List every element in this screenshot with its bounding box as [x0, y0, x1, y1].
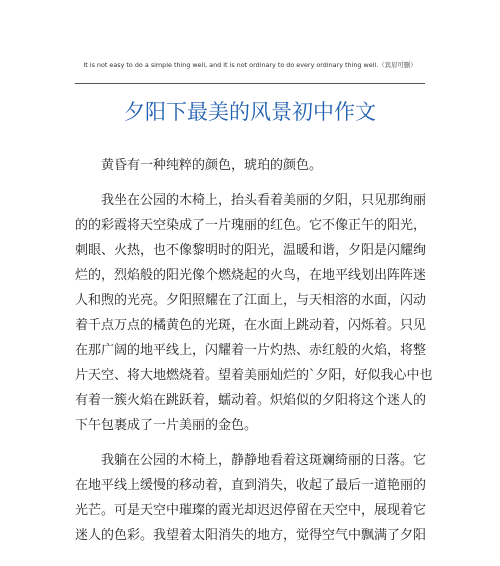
- text-line: 光芒。可是天空中璀璨的霞光却迟迟停留在天空中，展现着它: [75, 503, 427, 518]
- paragraph-3: [75, 448, 427, 548]
- text-line: 片天空、将大地燃烧着。望着美丽灿烂的`夕阳，好似我心中也: [75, 368, 433, 383]
- page-title: 夕阳下最美的风景初中作文: [124, 100, 376, 124]
- header-note: It is not easy to do a simple thing well, and it is not ordinary to do every ordinary thing well.（宾眉可删）: [83, 61, 417, 69]
- text-line: 我坐在公园的木椅上，抬头看着美丽的夕阳，只见那绚丽: [101, 193, 427, 208]
- article-body: [75, 153, 433, 558]
- text-line: 在那广阔的地平线上，闪耀着一片灼热、赤红般的火焰，将整: [75, 343, 427, 358]
- header-divider: [75, 83, 425, 84]
- paragraph-2: [75, 188, 433, 438]
- paragraph-1: [75, 153, 427, 178]
- text-line: 着千点万点的橘黄色的光斑，在水面上跳动着，闪烁着。只见: [75, 318, 427, 333]
- text-line: 在地平线上缓慢的移动着，直到消失，收起了最后一道艳丽的: [75, 478, 427, 493]
- text-line: 烂的，烈焰般的阳光像个燃烧起的火鸟，在地平线划出阵阵迷: [75, 268, 427, 283]
- text-line: 我躺在公园的木椅上，静静地看着这斑斓绮丽的日落。它: [101, 453, 427, 468]
- text-line: 迷人的色彩。我望着太阳消失的地方，觉得空气中飘满了夕阳: [75, 528, 427, 543]
- text-line: 人和煦的光亮。夕阳照耀在了江面上，与天相溶的水面，闪动: [75, 293, 427, 308]
- text-line: 的的彩霞将天空染成了一片瑰丽的红色。它不像正午的阳光，: [75, 218, 427, 233]
- text-line: 下午包裹成了一片美丽的金色。: [75, 418, 258, 433]
- text-line: 有着一簇火焰在跳跃着，蠕动着。炽焰似的夕阳将这个迷人的: [75, 393, 427, 408]
- text-line: 刺眼、火热，也不像黎明时的阳光，温暖和谐，夕阳是闪耀绚: [75, 243, 427, 258]
- text-line: 黄昏有一种纯粹的颜色，琥珀的颜色。: [101, 158, 323, 173]
